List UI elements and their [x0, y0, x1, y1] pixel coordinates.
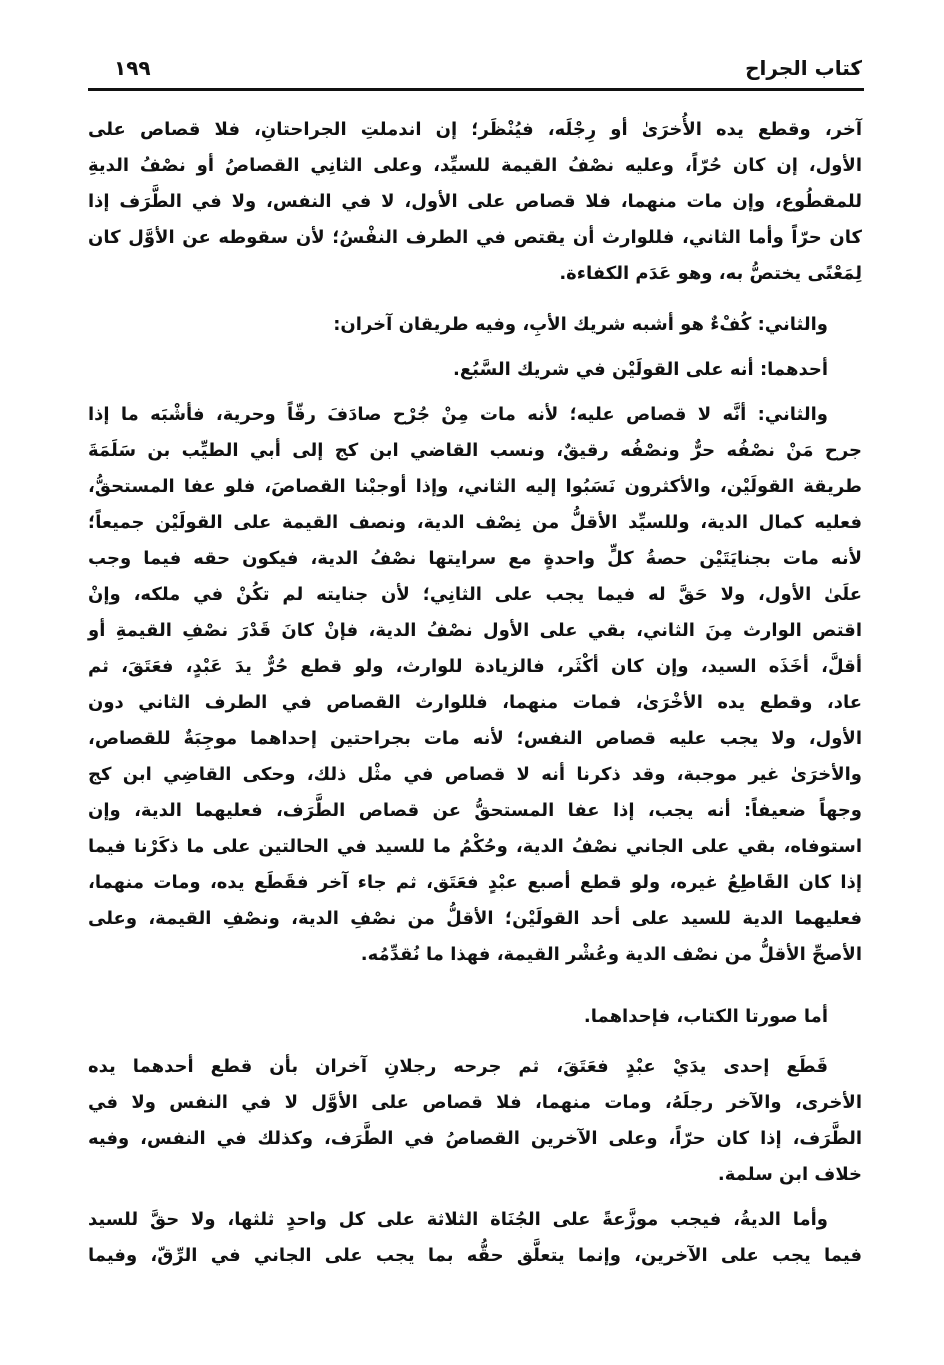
text-line: [88, 397, 862, 433]
text-line: أما صورتا الكتاب، فإحداهما.: [583, 1006, 828, 1027]
text-line: علَىٰ الأول، ولا حَقَّ له فيما يجب على الثانِي؛ لأن جنايته لم تكُنْ في ملكه، وإنْ: [88, 584, 862, 605]
paragraph: [88, 307, 862, 343]
text-line: للمقطُوع، وإن مات منهما، فلا قصاص على الأول، لا في النفس، ولا في الطَّرَف إذا: [88, 191, 862, 212]
line-text: أنه على القولَيْن في شريك السَّبُع.: [453, 359, 760, 380]
text-line: الطَّرَف، إذا كان حرّاً، وعلى الآخرين القصاصُ في الطَّرَف، وكذلك في النفس، وفيه: [88, 1128, 862, 1149]
text-line: لِمَعْنًى يختصُّ به، وهو عَدَم الكفاءة.: [559, 263, 862, 284]
paragraph: [88, 112, 862, 292]
text-line: لأنه مات بجنايَتَيْن حصةُ كلٍّ واحدةٍ مع سرايتها نصْفُ الدية، فيكون حقه فيما وجب: [88, 548, 862, 569]
text-line: إذا كان القَاطِعُ غيره، ولو قطع أصبع عبْدٍ فعَتَق، ثم جاء آخر فقَطَع يده، ومات منهما،: [88, 872, 862, 893]
paragraph: [88, 352, 862, 388]
text-line: قَطَع إحدى يدَيْ عبْدٍ فعَتَقَ، ثم جرحه رجلانِ آخران بأن قطع أحدهما يده: [88, 1056, 828, 1077]
page-body: [88, 112, 862, 1274]
text-line: أقلَّ، أخَذَه السيد، وإن كان أكْثَر، فالزيادة للوارث، ولو قطع حُرٌّ يدَ عَبْدٍ، فعَتَقَ، ثم: [88, 656, 862, 677]
chapter-title: كتاب الجراح: [745, 56, 862, 80]
text-line: آخر، وقطع يده الأُخرَىٰ أو رِجْلَه، فيُنْظَر؛ إن اندملتِ الجراحتانِ، فلا قصاص على: [88, 119, 862, 140]
text-line: الأول، إن كان حُرّاً، وعليه نصْفُ القيمة للسيِّد، وعلى الثانِي القصاصُ أو نصْفُ الديةِ: [88, 155, 862, 176]
paragraph: [88, 1202, 862, 1274]
text-line: اقتص الوارث مِنَ الثاني، بقي على الأول نصْفُ الدية، فإنْ كانَ قَدْرَ نصْفِ القيمةِ أو: [88, 620, 862, 641]
header-rule: [88, 88, 864, 91]
text-line: خلاف ابن سلمة.: [717, 1164, 862, 1185]
text-line: الأول، ولا يجب عليه قصاص النفس؛ لأنه مات بجراحتين إحداهما موجِبَةٌ للقصاص،: [88, 728, 862, 749]
text-line: وأما الديةُ، فيجب موزَّعةً على الجُنَاة الثلاثة على كل واحدٍ ثلثها، ولا حقَّ للسيد: [88, 1209, 828, 1230]
lead-word: والثاني:: [757, 314, 828, 335]
text-line: طريقة القولَيْن، والأكثرون نَسَبُوا إليه الثاني، وإذا أوجبْنا القصاصَ، فلو عفا المستحقُّ،: [88, 476, 862, 497]
text-line: فعليهما الدية للسيد على أحد القولَيْن؛ الأقلُّ من نصْفِ الدية، ونصْفِ القيمة، وعلى: [88, 908, 862, 929]
page-number: ١٩٩: [114, 56, 151, 80]
text-line: والأخرَىٰ غير موجبة، وقد ذكرنا أنه لا قصاص في مثْل ذلك، وحكى القاضِي ابن كج: [88, 764, 862, 785]
lead-word: أحدهما:: [759, 359, 828, 380]
text-line: عاد، وقطع يده الأخْرَىٰ، فمات منهما، فللوارث القصاص في الطرف الثاني دون: [88, 692, 862, 713]
running-header: [88, 52, 862, 88]
text-line: استوفاه، بقي على الجاني نصْفُ الدية، وحُكْمُ ما للسيد في الحالتين على ما ذكَرْنا فيما: [88, 836, 862, 857]
text-line: كان حرّاً وأما الثاني، فللوارث أن يقتص في الطرف النفْسُ؛ لأن سقوطه عن الأوَّل كان: [88, 227, 862, 248]
lead-word: والثاني:: [757, 404, 828, 425]
text-line: وجهاً ضعيفاً: أنه يجب، إذا عفا المستحقُّ عن قصاص الطَّرَف، فعليهما الدية، وإن: [88, 800, 862, 821]
text-line: [88, 307, 862, 343]
text-line: فيما يجب على الآخرين، وإنما يتعلَّق حقُّه بما يجب على الجاني في الرِّقّ، وفيما: [88, 1245, 862, 1266]
text-line: الأخرى، والآخر رجلَهُ، ومات منهما، فلا قصاص على الأوَّل لا في النفس ولا في: [88, 1092, 862, 1113]
paragraph: [88, 397, 862, 973]
line-text: كُفْءٌ هو أشبه شريك الأبِ، وفيه طريقان آخران:: [333, 314, 758, 335]
text-line: [88, 352, 862, 388]
text-line: جرح مَنْ نصْفُه حرٌّ ونصْفُه رقيقٌ، ونسب القاضي ابن كج إلى أبي الطيِّب بن سَلَمَةَ: [88, 440, 862, 461]
paragraph: [88, 1049, 862, 1193]
text-line: الأصحِّ الأقلُّ من نصْف الدية وعُشْر القيمة، فهذا ما نُقدِّمُه.: [360, 944, 862, 965]
paragraph: [88, 999, 862, 1035]
line-text: أنَّه لا قصاص عليه؛ لأنه مات مِنْ جُرْح صادَفَ رقّاً وحرية، فأشْبَه ما إذا: [88, 404, 758, 425]
text-line: فعليه كمال الدية، وللسيِّد الأقلُّ من نِصْف الدية، ونصف القيمة على القولَيْن جميعاً؛: [88, 512, 862, 533]
